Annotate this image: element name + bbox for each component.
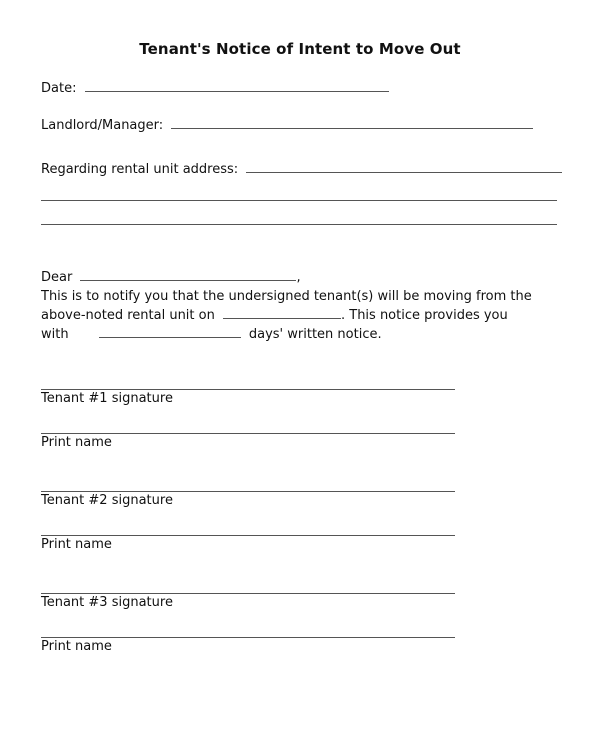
letter-line-2 bbox=[41, 306, 508, 325]
salutation-label: Dear bbox=[41, 270, 73, 285]
landlord-field[interactable] bbox=[171, 127, 533, 129]
move-date-suffix: . This notice provides you bbox=[340, 308, 508, 323]
tenant-1-signature-label: Tenant #1 signature bbox=[41, 391, 173, 406]
notice-days-suffix: days' written notice. bbox=[248, 327, 382, 342]
salutation-line bbox=[41, 268, 301, 287]
date-field[interactable] bbox=[85, 90, 389, 92]
tenant-2-print-line[interactable] bbox=[41, 535, 455, 536]
landlord-row bbox=[41, 118, 533, 133]
tenant-3-signature-line[interactable] bbox=[41, 593, 455, 594]
address-field[interactable] bbox=[246, 171, 562, 173]
tenant-2-signature-label: Tenant #2 signature bbox=[41, 493, 173, 508]
landlord-label: Landlord/Manager: bbox=[41, 118, 164, 133]
tenant-2-signature-line[interactable] bbox=[41, 491, 455, 492]
letter-line-1: This is to notify you that the undersigned tenant(s) will be moving from the bbox=[41, 289, 532, 304]
address-line-2[interactable] bbox=[41, 200, 557, 201]
tenant-1-print-line[interactable] bbox=[41, 433, 455, 434]
tenant-2-print-label: Print name bbox=[41, 537, 112, 552]
recipient-field[interactable] bbox=[80, 279, 296, 281]
tenant-3-signature-label: Tenant #3 signature bbox=[41, 595, 173, 610]
tenant-3-print-label: Print name bbox=[41, 639, 112, 654]
letter-line-3 bbox=[41, 325, 382, 344]
form-title: Tenant's Notice of Intent to Move Out bbox=[139, 40, 461, 58]
date-label: Date: bbox=[41, 81, 77, 96]
move-date-prefix: above-noted rental unit on bbox=[41, 308, 215, 323]
address-row bbox=[41, 162, 562, 177]
notice-days-prefix: with bbox=[41, 327, 69, 342]
tenant-1-signature-line[interactable] bbox=[41, 389, 455, 390]
salutation-comma: , bbox=[296, 270, 301, 285]
date-row bbox=[41, 81, 389, 96]
tenant-1-print-label: Print name bbox=[41, 435, 112, 450]
move-out-date-field[interactable] bbox=[223, 317, 341, 319]
tenant-3-print-line[interactable] bbox=[41, 637, 455, 638]
address-label: Regarding rental unit address: bbox=[41, 162, 239, 177]
notice-days-field[interactable] bbox=[99, 336, 241, 338]
address-line-3[interactable] bbox=[41, 224, 557, 225]
